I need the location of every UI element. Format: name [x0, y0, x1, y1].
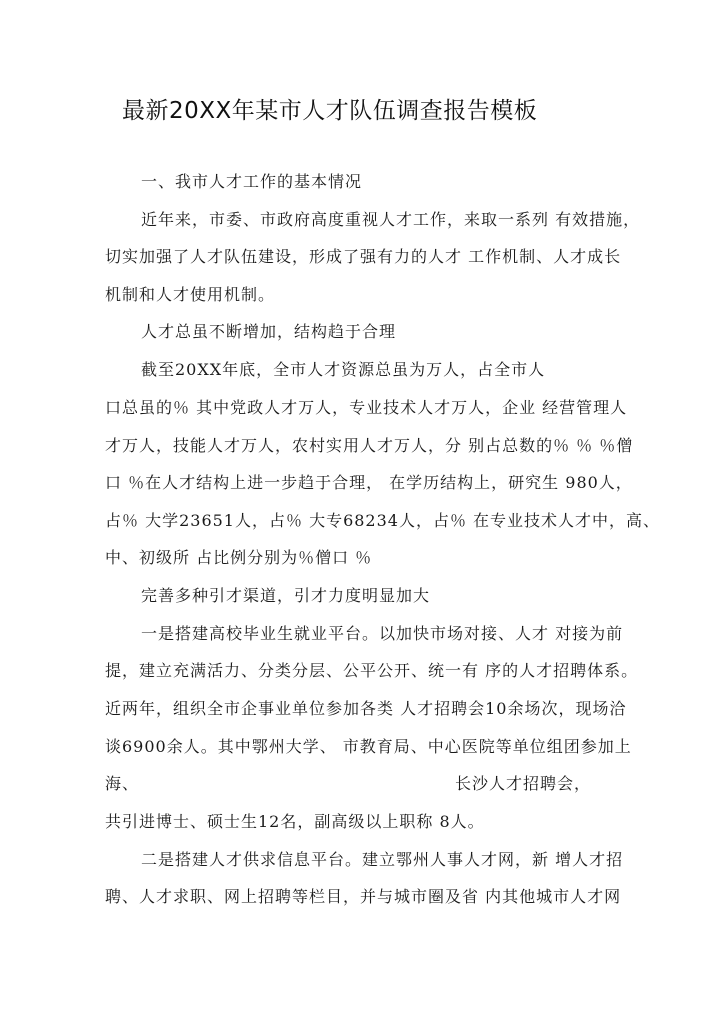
subsection-heading: 完善多种引才渠道，引才力度明显加大: [141, 586, 431, 605]
paragraph-line: 才万人，技能人才万人，农村实用人才万人，分 别占总数的％ ％ ％僧: [105, 436, 634, 455]
paragraph-line: 提，建立充满活力、分类分层、公平公开、统一有 序的人才招聘体系。: [105, 661, 639, 680]
paragraph-line: 口总虽的％ 其中党政人才万人，专业技术人才万人，企业 经营管理人: [105, 398, 628, 417]
paragraph-line: 口 ％在人才结构上进一步趋于合理， 在学历结构上，研究生 980人，: [105, 473, 633, 492]
paragraph-line: 共引进博士、硕士生12名，副高级以上职称 8人。: [105, 812, 485, 831]
section-heading: 一、我市人才工作的基本情况: [141, 172, 363, 191]
paragraph-line: 占％ 大学23651人，占％ 大专68234人，占％ 在专业技术人才中，高、: [105, 511, 661, 530]
paragraph-line: 海、: [105, 774, 140, 793]
paragraph-line: 机制和人才使用机制。: [105, 285, 276, 304]
paragraph-line: 近年来，市委、市政府高度重视人才工作，来取一系列 有效措施，: [141, 210, 641, 229]
paragraph-line: 切实加强了人才队伍建设，形成了强有力的人才 工作机制、人才成长: [105, 247, 622, 266]
paragraph-line: 一是搭建高校毕业生就业平台。以加快市场对接、人才 对接为前: [141, 624, 624, 643]
paragraph-line: 长沙人才招聘会，: [455, 774, 592, 793]
paragraph-line: 近两年，组织全市企事业单位参加各类 人才招聘会10余场次，现场洽: [105, 699, 627, 718]
paragraph-line: 中、初级所 占比例分别为％僧口 ％: [105, 548, 373, 567]
document-title: 最新20XX年某市人才队伍调查报告模板: [122, 98, 538, 124]
paragraph-line: 谈6900余人。其中鄂州大学、 市教育局、中心医院等单位组团参加上: [105, 737, 632, 756]
paragraph-line: 截至20XX年底，全市人才资源总虽为万人，占全市人: [141, 360, 546, 379]
subsection-heading: 人才总虽不断增加，结构趋于合理: [141, 322, 397, 341]
paragraph-line: 二是搭建人才供求信息平台。建立鄂州人事人才网，新 增人才招: [141, 850, 624, 869]
paragraph-line: 聘、人才求职、网上招聘等栏目，并与城市圈及省 内其他城市人才网: [105, 887, 622, 906]
